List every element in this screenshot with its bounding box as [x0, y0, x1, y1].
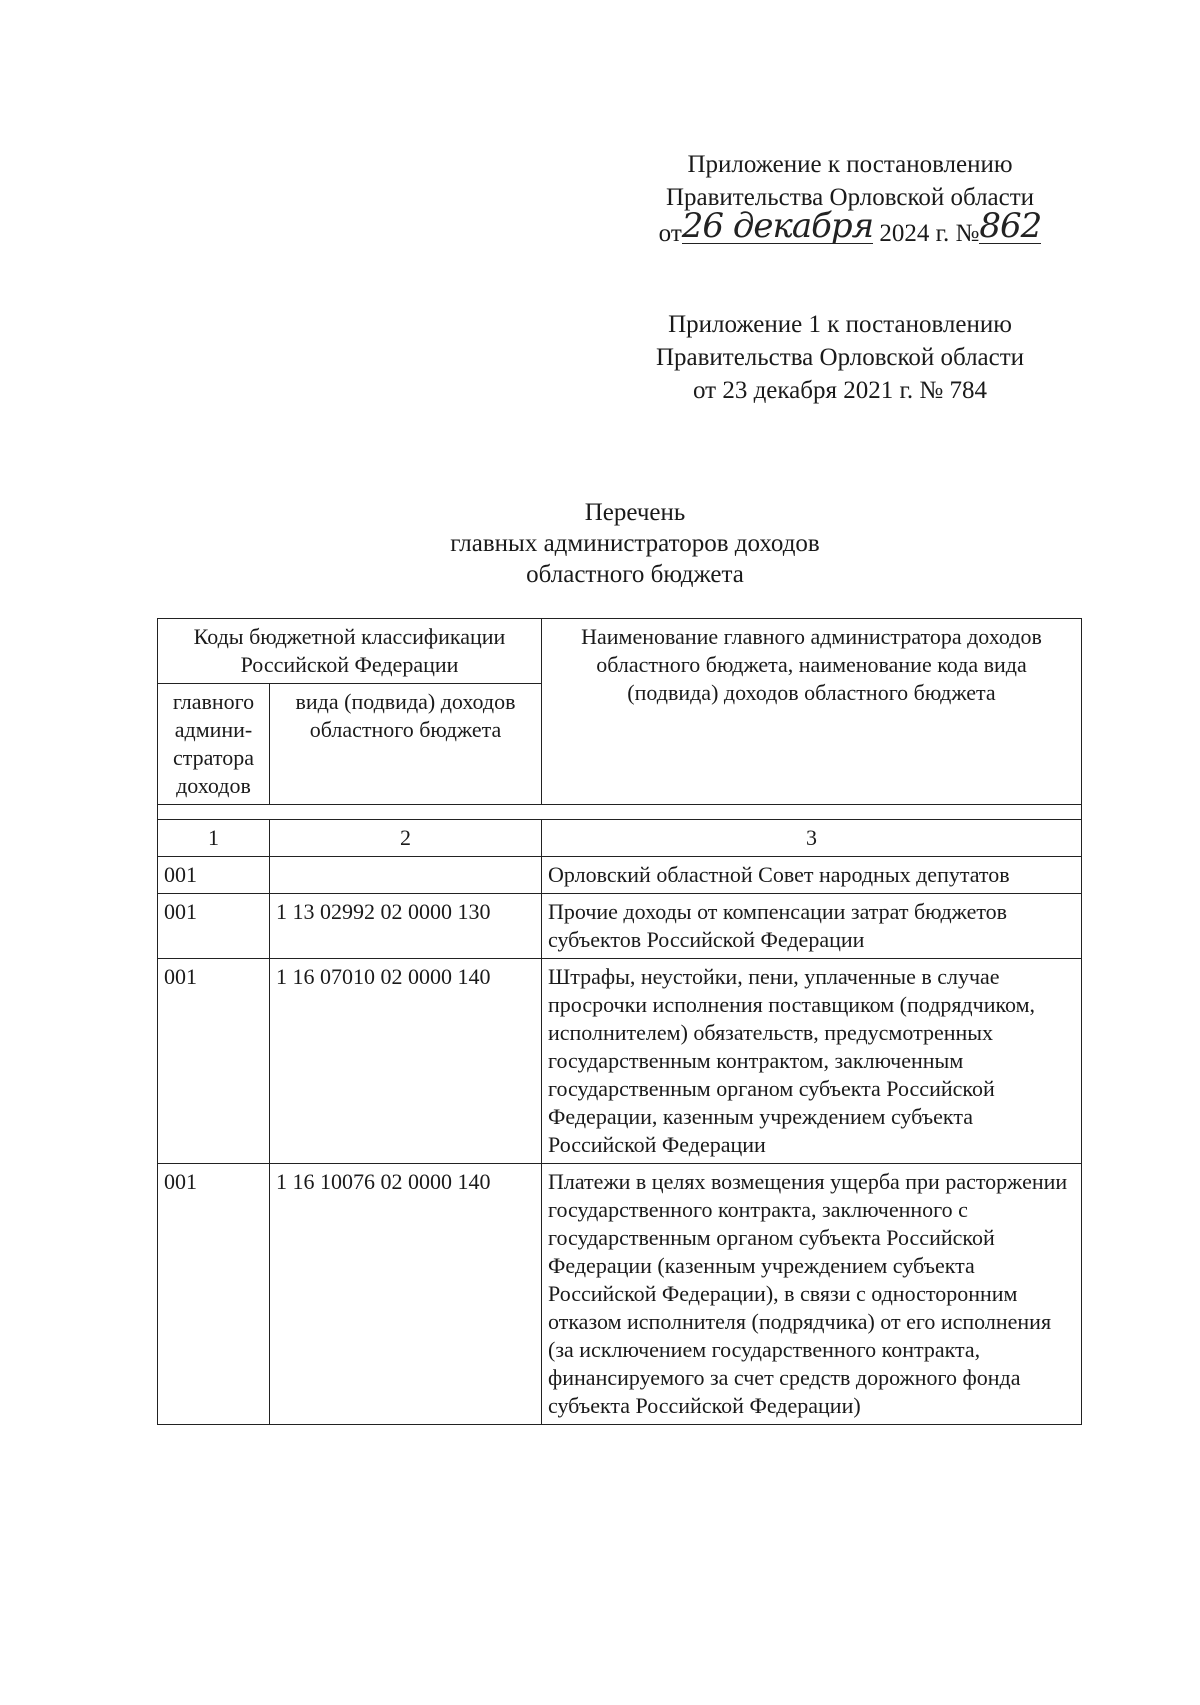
revenue-code-cell: 1 16 07010 02 0000 140	[270, 959, 542, 1164]
admin-code-cell: 001	[158, 894, 270, 959]
revenue-code-cell	[270, 857, 542, 894]
column-numbers-row	[158, 820, 1082, 857]
header-codes-group: Коды бюджетной классификации Российской Федерации	[158, 619, 542, 684]
revenue-code-cell: 1 16 10076 02 0000 140	[270, 1164, 542, 1425]
column-number: 2	[270, 820, 542, 857]
handwritten-date: 26 декабря	[681, 206, 874, 246]
handwritten-number: 862	[979, 206, 1042, 246]
revenue-code-cell: 1 13 02992 02 0000 130	[270, 894, 542, 959]
column-number: 3	[542, 820, 1082, 857]
revenue-administrators-table	[157, 618, 1082, 1425]
column-number: 1	[158, 820, 270, 857]
admin-code-cell: 001	[158, 857, 270, 894]
title-line1: Перечень	[584, 499, 686, 526]
appendix-previous-line3: от 23 декабря 2021 г. № 784	[692, 377, 988, 404]
appendix-current-from: от	[658, 220, 682, 247]
table-row	[158, 959, 1082, 1164]
appendix-previous	[610, 308, 1070, 407]
document-title	[370, 497, 900, 590]
appendix-previous-line2: Правительства Орловской области	[655, 344, 1025, 371]
appendix-previous-line1: Приложение 1 к постановлению	[668, 311, 1012, 338]
revenue-name-cell: Орловский областной Совет народных депутатов	[542, 857, 1082, 894]
appendix-current-year: 2024 г. №	[879, 220, 980, 247]
header-code-column: вида (подвида) доходов областного бюджета	[270, 684, 542, 805]
table-row	[158, 857, 1082, 894]
table-header-row	[158, 619, 1082, 684]
appendix-current-line1: Приложение к постановлению	[687, 151, 1013, 178]
table-row	[158, 894, 1082, 959]
admin-code-cell: 001	[158, 959, 270, 1164]
title-line3: областного бюджета	[526, 561, 744, 588]
appendix-current-line2: Правительства Орловской области	[665, 184, 1035, 211]
appendix-current-line3	[600, 206, 1100, 250]
revenue-name-cell: Штрафы, неустойки, пени, уплаченные в случае просрочки исполнения поставщиком (подрядчиком, исполнителем) обязательств, предусмотренных государственным контрактом, заключенным государственным органом субъекта Российской Федерации, казенным учреждением субъекта Российской Федерации	[542, 959, 1082, 1164]
admin-code-cell: 001	[158, 1164, 270, 1425]
title-line2: главных администраторов доходов	[450, 530, 820, 557]
table-row	[158, 1164, 1082, 1425]
revenue-name-cell: Платежи в целях возмещения ущерба при расторжении государственного контракта, заключенного с государственным органом субъекта Российской Федерации (казенным учреждением субъекта Российской Федерации), в связи с односторонним отказом исполнителя (подрядчика) от его исполнения (за исключением государственного контракта, финансируемого за счет средств дорожного фонда субъекта Российской Федерации)	[542, 1164, 1082, 1425]
header-name-column: Наименование главного администратора доходов областного бюджета, наименование кода вида (подвида) доходов областного бюджета	[542, 619, 1082, 805]
revenue-name-cell: Прочие доходы от компенсации затрат бюджетов субъектов Российской Федерации	[542, 894, 1082, 959]
appendix-current	[600, 148, 1100, 250]
header-admin-column: главного админи-стратора доходов	[158, 684, 270, 805]
